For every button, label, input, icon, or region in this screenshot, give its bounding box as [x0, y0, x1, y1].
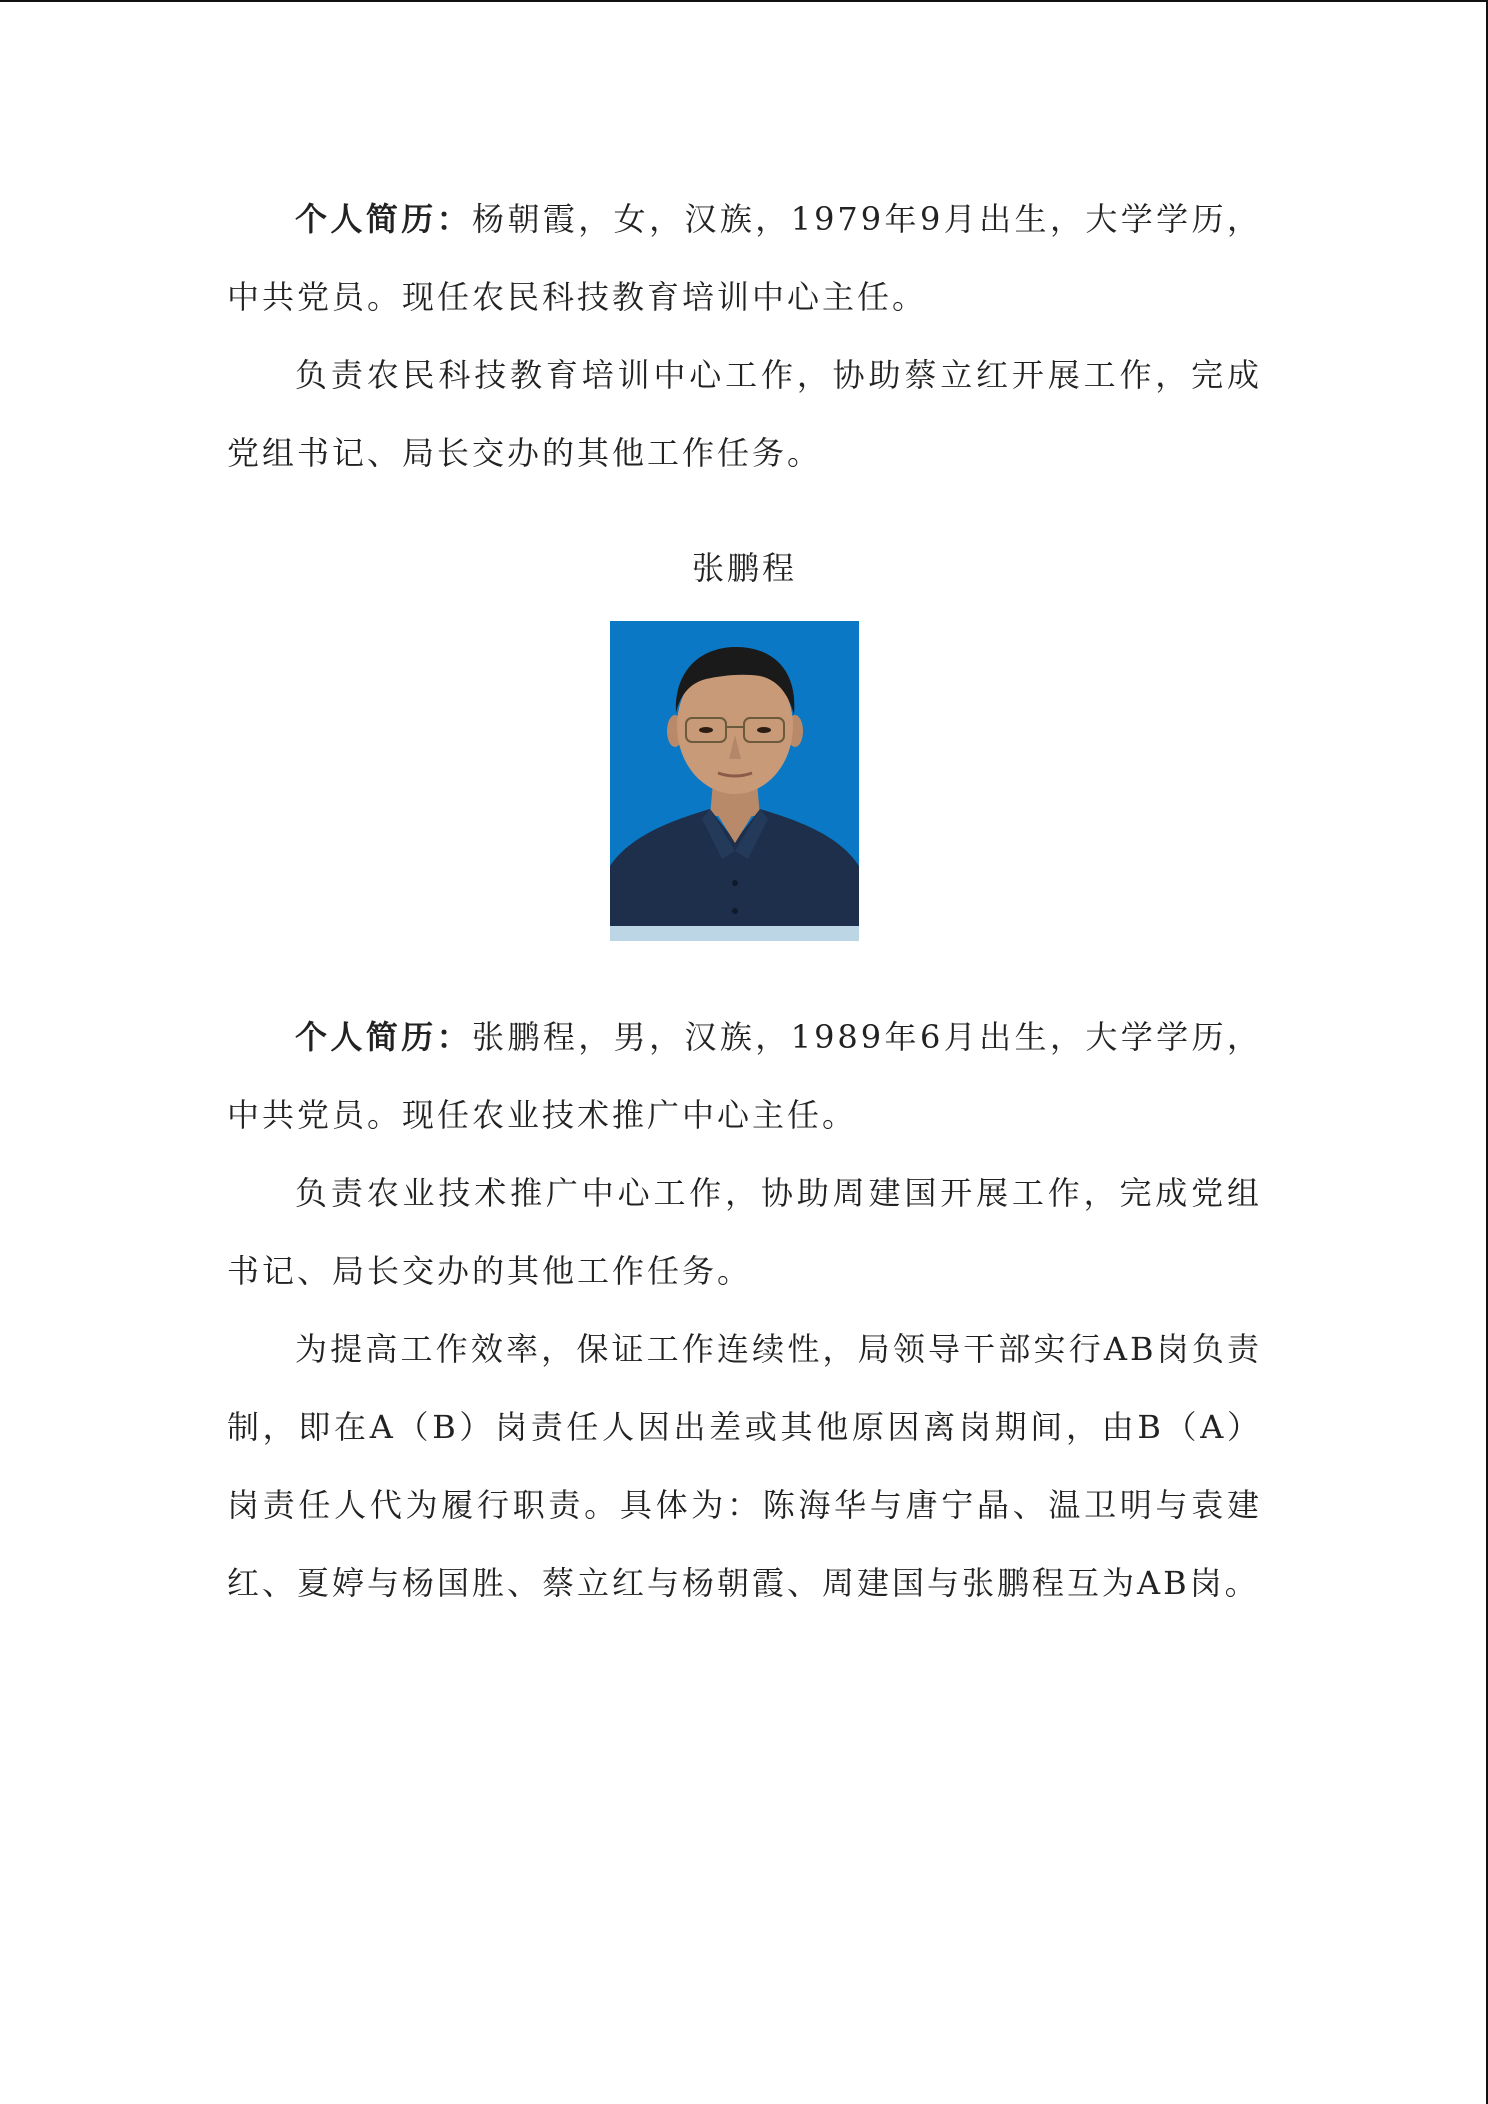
bio-paragraph-yang — [227, 180, 1262, 336]
bio-label: 个人简历： — [295, 1018, 473, 1056]
bio-text: 张鹏程，男，汉族，1989年6月出生，大学学历，中共党员。现任农业技术推广中心主任。 — [227, 1018, 1262, 1134]
document-body — [227, 180, 1262, 1622]
ab-post-paragraph: 为提高工作效率，保证工作连续性，局领导干部实行AB岗负责制，即在A（B）岗责任人因出差或其他原因离岗期间，由B（A）岗责任人代为履行职责。具体为：陈海华与唐宁晶、温卫明与袁建红、夏婷与杨国胜、蔡立红与杨朝霞、周建国与张鹏程互为AB岗。 — [227, 1330, 1262, 1602]
person-name-heading: 张鹏程 — [691, 549, 797, 587]
bio-text: 杨朝霞，女，汉族，1979年9月出生，大学学历，中共党员。现任农民科技教育培训中心主任。 — [227, 200, 1262, 316]
portrait-image — [610, 621, 859, 941]
duty-paragraph-zhang: 负责农业技术推广中心工作，协助周建国开展工作，完成党组书记、局长交办的其他工作任务。 — [227, 1174, 1262, 1290]
page-border-top — [0, 0, 1488, 2]
duty-paragraph-yang: 负责农民科技教育培训中心工作，协助蔡立红开展工作，完成党组书记、局长交办的其他工作任务。 — [227, 356, 1262, 472]
bio-label: 个人简历： — [295, 200, 473, 238]
bio-paragraph-zhang — [227, 998, 1262, 1154]
portrait-photo — [610, 621, 859, 941]
